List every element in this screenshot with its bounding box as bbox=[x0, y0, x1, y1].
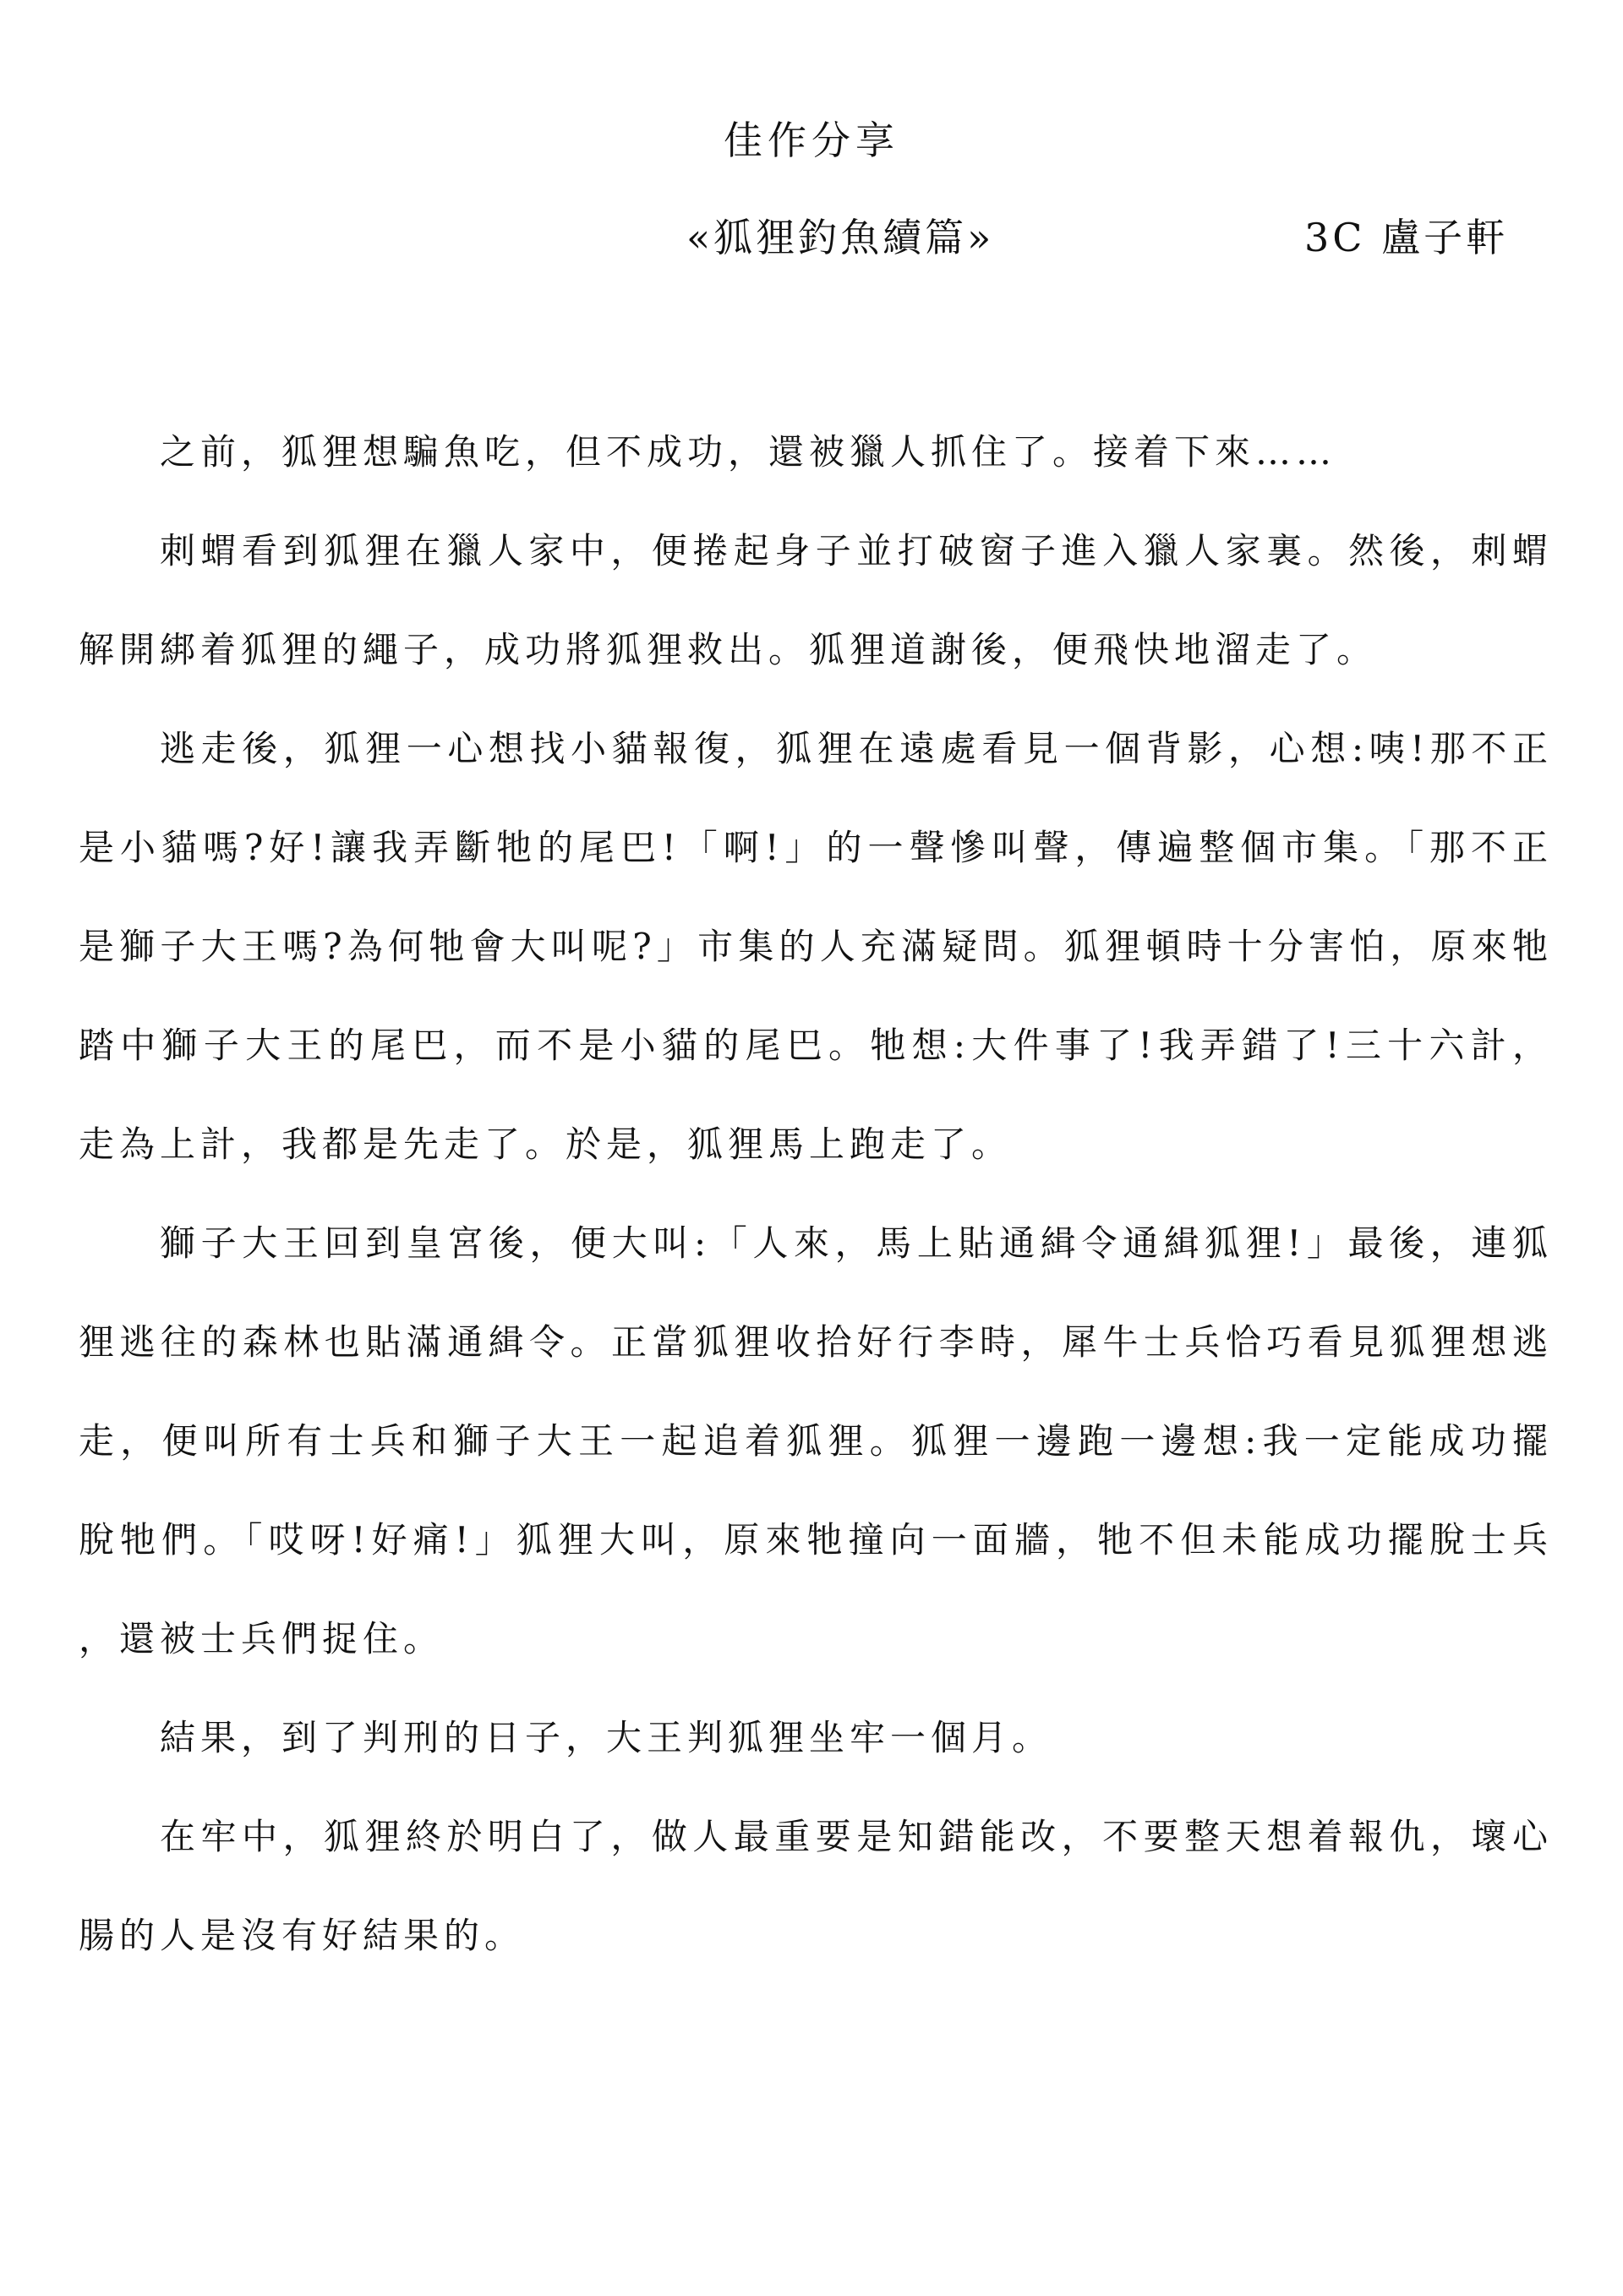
paragraph-chase: 獅子大王回到皇宮後，便大叫:「人來，馬上貼通緝令通緝狐狸!」最後，連狐狸逃往的森林也貼滿通緝令。正當狐狸收拾好行李時，犀牛士兵恰巧看見狐狸想逃走，便叫所有士兵和獅子大王一起追着狐狸。狐狸一邊跑一邊想:我一定能成功擺脫牠們。「哎呀!好痛!」狐狸大叫，原來牠撞向一面牆，牠不但未能成功擺脫士兵，還被士兵們捉住。 bbox=[79, 1222, 1553, 1659]
paragraph-revenge: 逃走後，狐狸一心想找小貓報復，狐狸在遠處看見一個背影，心想:咦!那不正是小貓嗎?好!讓我弄斷牠的尾巴!「啊!」的一聲慘叫聲，傳遍整個市集。「那不正是獅子大王嗎?為何牠會大叫呢?」市集的人充滿疑問。狐狸頓時十分害怕，原來牠踏中獅子大王的尾巴，而不是小貓的尾巴。牠想:大件事了!我弄錯了!三十六計，走為上計，我都是先走了。於是，狐狸馬上跑走了。 bbox=[79, 728, 1553, 1165]
paragraph-rescue: 刺蝟看到狐狸在獵人家中，便捲起身子並打破窗子進入獵人家裏。然後，刺蝟解開綁着狐狸的繩子，成功將狐狸救出。狐狸道謝後，便飛快地溜走了。 bbox=[79, 530, 1553, 670]
story-body bbox=[79, 402, 1553, 1985]
page-title: 佳作分享 bbox=[724, 118, 899, 163]
author-label: 3C 盧子軒 bbox=[1304, 215, 1509, 260]
paragraph-lesson: 在牢中，狐狸終於明白了，做人最重要是知錯能改，不要整天想着報仇，壞心腸的人是沒有好結果的。 bbox=[79, 1816, 1553, 1956]
paragraph-sentence: 結果，到了判刑的日子，大王判狐狸坐牢一個月。 bbox=[160, 1717, 1053, 1758]
story-title: «狐狸釣魚續篇» bbox=[686, 215, 995, 260]
paragraph-intro: 之前，狐狸想騙魚吃，但不成功，還被獵人抓住了。接着下來…… bbox=[160, 431, 1337, 473]
